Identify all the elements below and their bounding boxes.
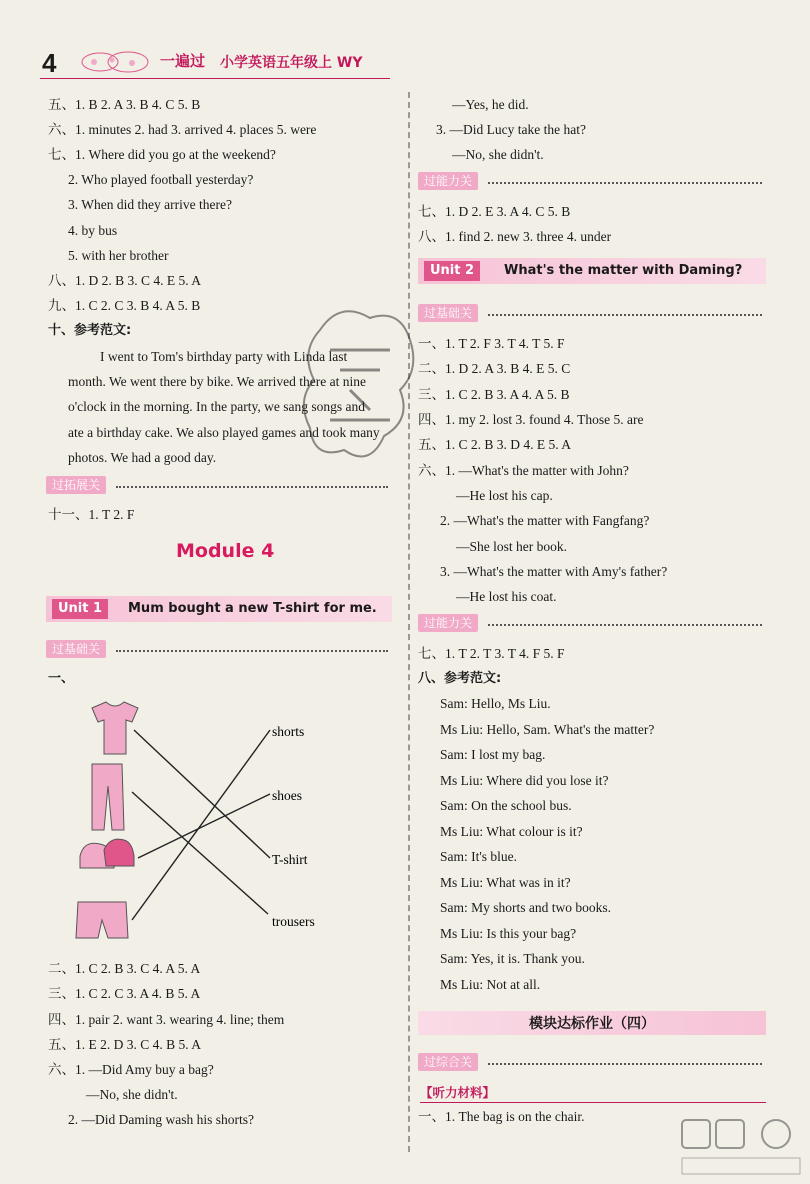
answer-line: Ms Liu: Hello, Sam. What's the matter? [440,722,655,737]
answer-line: ate a birthday cake. We also played games and took many [68,425,380,440]
matching-exercise [70,690,370,950]
page-number: 4 [42,48,57,78]
answer-line: 5. with her brother [68,248,169,263]
section-header [418,614,766,634]
brand-logo: 一遍过 [160,52,206,70]
essay-label: 八、参考范文: [418,671,502,686]
answer-line: 八、1. D 2. B 3. C 4. E 5. A [48,273,202,288]
answer-line: 七、1. D 2. E 3. A 4. C 5. B [418,204,571,219]
answer-line: 六、1. —What's the matter with John? [418,463,629,478]
section-header [418,1053,766,1073]
section-dash-rule [488,314,762,316]
match-exercise-label: 一、 [48,671,75,686]
unit-tag: Unit 1 [52,599,108,619]
answer-line: Sam: I lost my bag. [440,747,546,762]
answer-line: 八、1. find 2. new 3. three 4. under [418,229,612,244]
section-tag: 过综合关 [418,1053,478,1071]
section-tag: 过拓展关 [46,476,106,494]
answer-line: 3. When did they arrive there? [68,197,232,212]
answer-line: 二、1. D 2. A 3. B 4. E 5. C [418,361,571,376]
section-tag: 过能力关 [418,614,478,632]
stamp-watermark-icon [300,300,420,470]
unit-title: Mum bought a new T-shirt for me. [128,601,377,616]
answer-line: 2. —Did Daming wash his shorts? [68,1112,254,1127]
assessment-header [418,1011,766,1035]
assessment-title: 模块达标作业（四） [529,1016,655,1032]
section-tag: 过基础关 [46,640,106,658]
matching-lines [70,690,370,950]
section-header [418,304,766,324]
unit-1-header [46,596,392,622]
section-dash-rule [488,624,762,626]
answer-line: Sam: Yes, it is. Thank you. [440,951,585,966]
answer-line: —She lost her book. [456,539,567,554]
essay-label: 十、参考范文: [48,323,132,338]
answer-line: 六、1. —Did Amy buy a bag? [48,1062,214,1077]
answer-line: Ms Liu: What colour is it? [440,824,583,839]
answer-line: 九、1. C 2. C 3. B 4. A 5. B [48,298,201,313]
answer-line: —No, she didn't. [452,147,544,162]
answer-line: 2. —What's the matter with Fangfang? [440,513,650,528]
answer-line: 一、1. T 2. F 3. T 4. T 5. F [418,336,565,351]
match-word-shorts: shorts [272,724,305,739]
answer-line: Sam: On the school bus. [440,798,572,813]
answer-line: 二、1. C 2. B 3. C 4. A 5. A [48,961,201,976]
answer-line: —He lost his cap. [456,488,553,503]
answer-line: Ms Liu: What was in it? [440,875,571,890]
answer-line: 3. —What's the matter with Amy's father? [440,564,668,579]
section-dash-rule [116,486,388,488]
section-tag: 过基础关 [418,304,478,322]
answer-line: o'clock in the morning. In the party, we sang songs and [68,399,365,414]
page-header [40,44,390,80]
shoes-icon [80,839,134,868]
answer-line: 六、1. minutes 2. had 3. arrived 4. places 5. were [48,122,317,137]
answer-line: 4. by bus [68,223,118,238]
site-watermark-icon [676,1116,806,1180]
answer-line: Ms Liu: Not at all. [440,977,541,992]
shorts-icon [76,902,128,938]
book-title: 小学英语五年级上 WY [220,55,363,71]
match-word-tshirt: T-shirt [272,852,308,867]
answer-line: Sam: My shorts and two books. [440,900,612,915]
answer-line: Sam: Hello, Ms Liu. [440,696,551,711]
column-divider [408,92,410,1152]
section-header [46,640,392,660]
listening-rule [420,1102,766,1103]
answer-line: 四、1. pair 2. want 3. wearing 4. line; them [48,1012,285,1027]
header-rule [40,78,390,79]
answer-line: Ms Liu: Is this your bag? [440,926,577,941]
listening-label: 【听力材料】 [420,1085,496,1100]
match-word-shoes: shoes [272,788,302,803]
answer-line: Sam: It's blue. [440,849,518,864]
decoration-icon [80,50,154,74]
unit-tag: Unit 2 [424,261,480,281]
tshirt-icon [92,702,138,754]
answer-line: 3. —Did Lucy take the hat? [436,122,586,137]
trousers-icon [92,764,124,830]
section-header [46,476,392,496]
answer-line: 三、1. C 2. C 3. A 4. B 5. A [48,986,201,1001]
section-dash-rule [116,650,388,652]
section-dash-rule [488,182,762,184]
answer-line: 五、1. B 2. A 3. B 4. C 5. B [48,97,201,112]
answer-line: 五、1. E 2. D 3. C 4. B 5. A [48,1037,202,1052]
module-title: Module 4 [176,540,275,562]
answer-line: —No, she didn't. [86,1087,178,1102]
unit-title: What's the matter with Daming? [504,263,743,278]
unit-2-header [418,258,766,284]
answer-line: —He lost his coat. [456,589,557,604]
answer-line: month. We went there by bike. We arrived there at nine [68,374,366,389]
answer-line: 2. Who played football yesterday? [68,172,254,187]
section-header [418,172,766,192]
answer-line: 七、1. T 2. T 3. T 4. F 5. F [418,646,565,661]
section-dash-rule [488,1063,762,1065]
answer-line: Ms Liu: Where did you lose it? [440,773,609,788]
answer-line: 五、1. C 2. B 3. D 4. E 5. A [418,437,572,452]
answer-line: I went to Tom's birthday party with Linda last [100,349,348,364]
answer-line: photos. We had a good day. [68,450,217,465]
answer-line: 四、1. my 2. lost 3. found 4. Those 5. are [418,412,644,427]
answer-line: 三、1. C 2. B 3. A 4. A 5. B [418,387,570,402]
answer-line: 十一、1. T 2. F [48,507,135,522]
answer-line: 一、1. The bag is on the chair. [418,1109,585,1124]
answer-line: 七、1. Where did you go at the weekend? [48,147,276,162]
answer-line: —Yes, he did. [452,97,529,112]
section-tag: 过能力关 [418,172,478,190]
match-word-trousers: trousers [272,914,315,929]
